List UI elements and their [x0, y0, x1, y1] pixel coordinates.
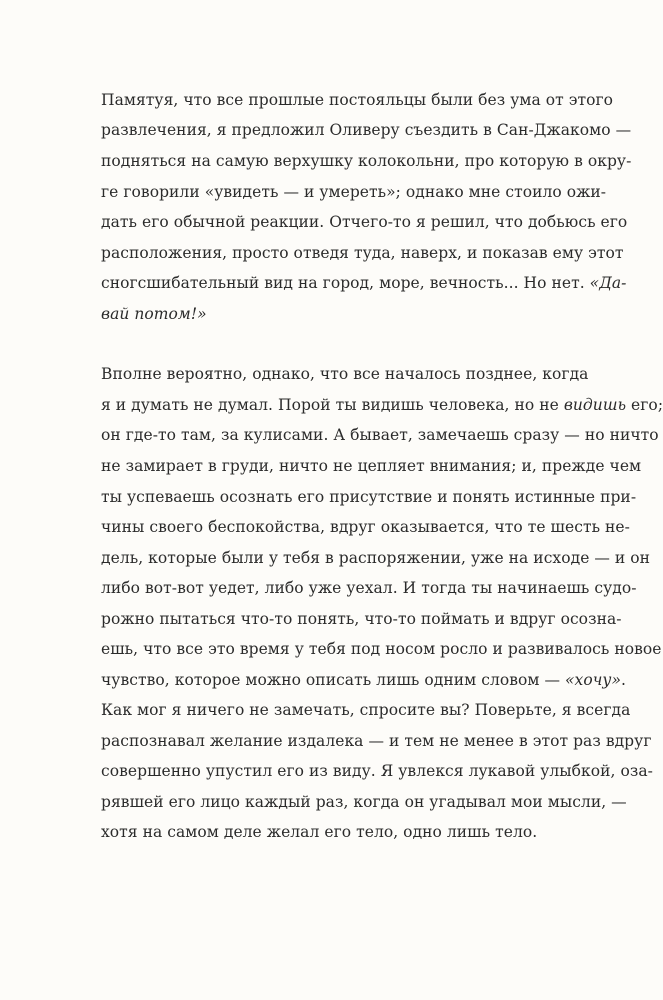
p1-line-5: дать его обычной реакции. Отчего-то я решил, что добьюсь его: [101, 213, 628, 231]
p3-line-1: Как мог я ничего не замечать, спросите вы? Поверьте, я всегда: [101, 701, 631, 719]
p2-line-7: дель, которые были у тебя в распоряжении, уже на исходе — и он: [101, 549, 651, 567]
p2-line-1: Вполне вероятно, однако, что все началось позднее, когда: [101, 365, 589, 383]
p3-line-3: совершенно упустил его из виду. Я увлекся лукавой улыбкой, оза-: [101, 762, 653, 780]
p2-line-2: я и думать не думал. Порой ты видишь человека, но не видишь его;: [101, 396, 663, 414]
p1-line-4: ге говорили «увидеть — и умереть»; однако мне стоило ожи-: [101, 183, 607, 201]
p2-line-3: он где-то там, за кулисами. А бывает, замечаешь сразу — но ничто: [101, 426, 659, 444]
p1-line-8: вай потом!»: [101, 305, 207, 323]
p3-line-2: распознавал желание издалека — и тем не менее в этот раз вдруг: [101, 732, 652, 750]
p2-line-8: либо вот-вот уедет, либо уже уехал. И тогда ты начинаешь судо-: [101, 579, 637, 597]
p2-line-6: чины своего беспокойства, вдруг оказывается, что те шесть не-: [101, 518, 630, 536]
p1-line-7: сногсшибательный вид на город, море, вечность... Но нет. «Да-: [101, 274, 627, 292]
p2-line-5: ты успеваешь осознать его присутствие и понять истинные при-: [101, 488, 637, 506]
p2-line-11: чувство, которое можно описать лишь одним словом — «хочу».: [101, 671, 626, 689]
p2-line-10: ешь, что все это время у тебя под носом росло и развивалось новое: [101, 640, 662, 658]
p3-line-5: хотя на самом деле желал его тело, одно лишь тело.: [101, 823, 538, 841]
p1-line-1: Памятуя, что все прошлые постояльцы были без ума от этого: [101, 91, 614, 109]
p2-line-4: не замирает в груди, ничто не цепляет внимания; и, прежде чем: [101, 457, 642, 475]
p1-line-2: развлечения, я предложил Оливеру съездить в Сан-Джакомо —: [101, 121, 632, 139]
p1-line-3: подняться на самую верхушку колокольни, про которую в окру-: [101, 152, 632, 170]
p2-line-9: рожно пытаться что-то понять, что-то поймать и вдруг осозна-: [101, 610, 622, 628]
p3-line-4: рявшей его лицо каждый раз, когда он угадывал мои мысли, —: [101, 793, 627, 811]
p1-line-6: расположения, просто отведя туда, наверх, и показав ему этот: [101, 244, 624, 262]
